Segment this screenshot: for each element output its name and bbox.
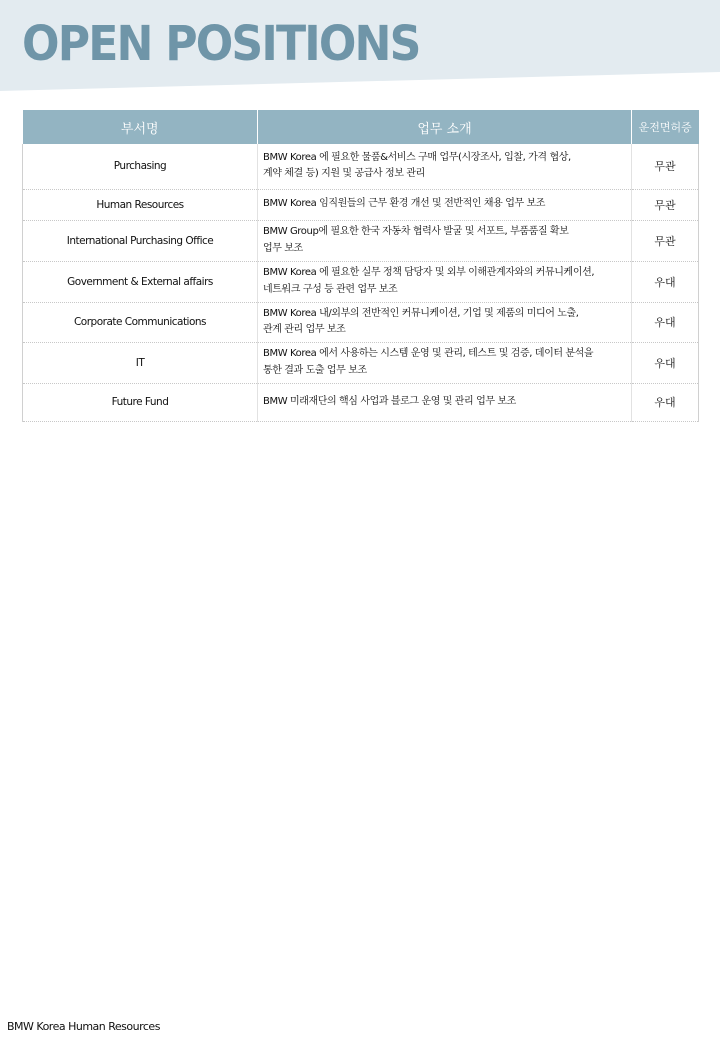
- description-line: BMW 미래재단의 핵심 사업과 블로그 운영 및 관리 업무 보조: [263, 395, 516, 407]
- department-cell: Purchasing: [23, 144, 258, 189]
- license-cell: 우대: [632, 302, 699, 342]
- department-cell: Corporate Communications: [23, 302, 258, 342]
- license-cell: 무관: [632, 189, 699, 220]
- department-cell: Government & External affairs: [23, 261, 258, 302]
- description-cell: [258, 220, 632, 261]
- table-row: [23, 383, 699, 421]
- footer-text: BMW Korea Human Resources: [7, 1020, 160, 1033]
- license-cell: 우대: [632, 261, 699, 302]
- description-line: BMW Korea 에 필요한 물품&서비스 구매 업무(시장조사, 입찰, 가격 협상,: [263, 151, 571, 163]
- table-row: [23, 144, 699, 189]
- table-row: [23, 261, 699, 302]
- license-cell: 우대: [632, 383, 699, 421]
- license-cell: 무관: [632, 220, 699, 261]
- license-cell: 우대: [632, 342, 699, 383]
- department-cell: Human Resources: [23, 189, 258, 220]
- page-title: OPEN POSITIONS: [22, 16, 420, 72]
- table-row: [23, 220, 699, 261]
- description-line: 업무 보조: [263, 242, 303, 254]
- column-header-department: 부서명: [23, 110, 258, 144]
- column-header-description: 업무 소개: [258, 110, 632, 144]
- description-cell: [258, 189, 632, 220]
- table-header-row: [23, 110, 699, 144]
- description-cell: [258, 302, 632, 342]
- description-line: 네트워크 구성 등 관련 업무 보조: [263, 283, 398, 295]
- description-line: 관계 관리 업무 보조: [263, 324, 346, 335]
- description-line: BMW Korea 임직원들의 근무 환경 개선 및 전반적인 채용 업무 보조: [263, 198, 546, 210]
- table-row: [23, 189, 699, 220]
- description-line: BMW Korea 에 필요한 실무 정책 담당자 및 외부 이해관계자와의 커뮤니케이션,: [263, 267, 595, 278]
- header-banner: [0, 0, 720, 92]
- license-cell: 무관: [632, 144, 699, 189]
- description-line: 통한 결과 도출 업무 보조: [263, 364, 367, 376]
- table-row: [23, 342, 699, 383]
- description-cell: [258, 342, 632, 383]
- description-line: BMW Korea 내/외부의 전반적인 커뮤니케이션, 기업 및 제품의 미디어 노출,: [263, 307, 579, 319]
- description-cell: [258, 144, 632, 189]
- positions-table: [22, 110, 699, 422]
- column-header-license: 운전면허증: [632, 110, 699, 144]
- department-cell: Future Fund: [23, 383, 258, 421]
- department-cell: IT: [23, 342, 258, 383]
- description-line: BMW Group에 필요한 한국 자동차 협력사 발굴 및 서포트, 부품품질 확보: [263, 226, 569, 237]
- department-cell: International Purchasing Office: [23, 220, 258, 261]
- description-cell: [258, 383, 632, 421]
- description-cell: [258, 261, 632, 302]
- description-line: BMW Korea 에서 사용하는 시스템 운영 및 관리, 테스트 및 검증, 데이터 분석을: [263, 348, 594, 359]
- description-line: 계약 체결 등) 지원 및 공급사 정보 관리: [263, 168, 425, 180]
- table-row: [23, 302, 699, 342]
